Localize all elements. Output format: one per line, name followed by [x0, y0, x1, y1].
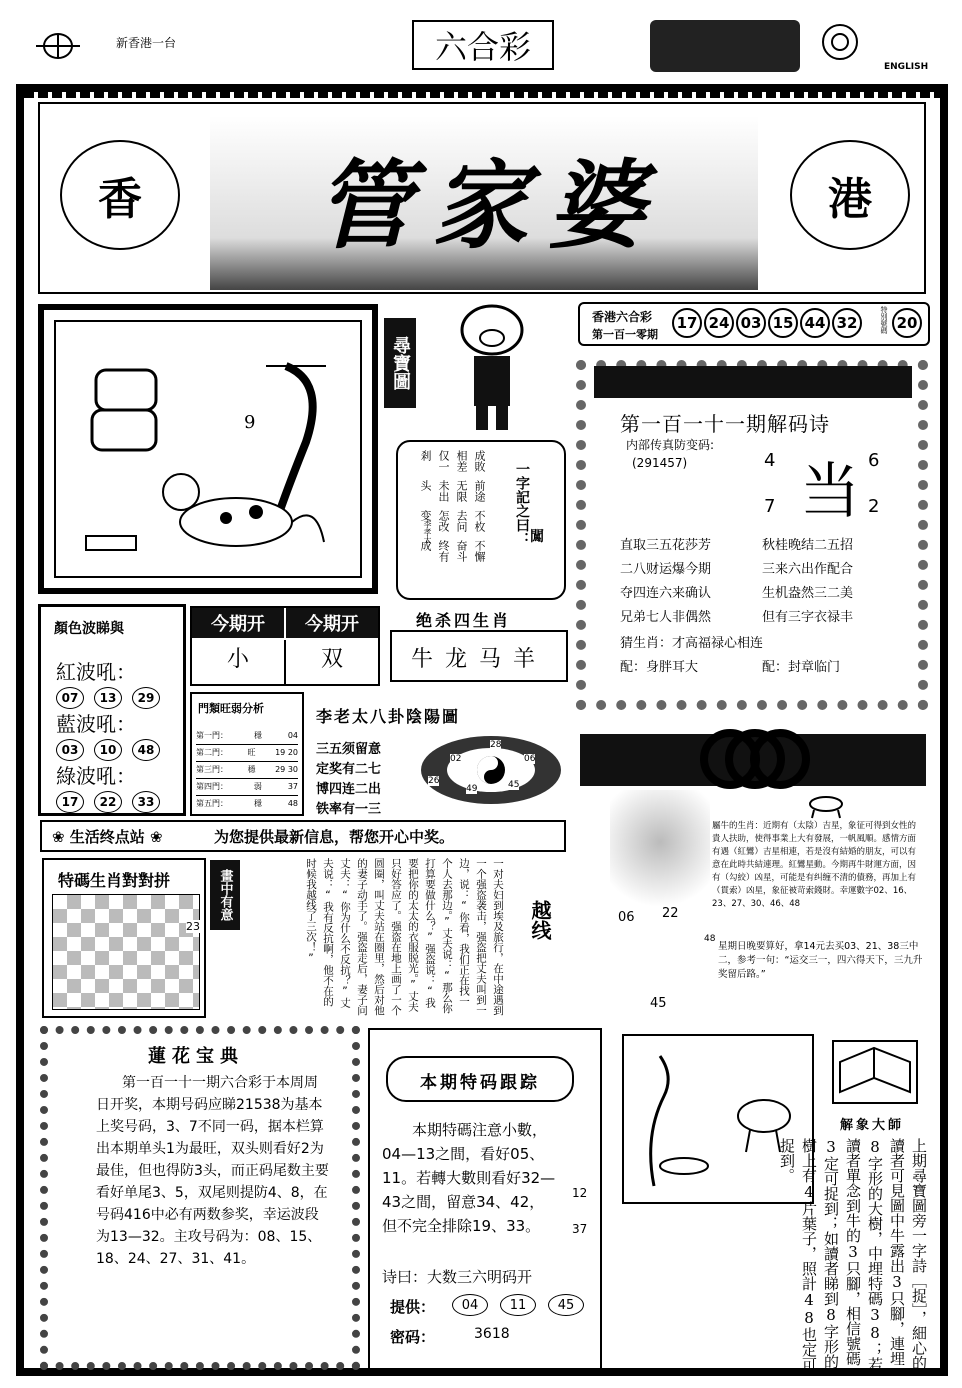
- xunbao-label: 尋寶圖: [384, 318, 416, 408]
- pairs-title: 特碼生肖對對拼: [58, 871, 171, 890]
- poem-lines-left: [620, 534, 711, 630]
- menlei-num: 04: [287, 731, 298, 740]
- jinqi-header-2: 今期开: [286, 608, 378, 638]
- menlei-name: 第五門：: [196, 799, 228, 808]
- result-ball: 44: [800, 308, 830, 338]
- menlei-name: 第一門：: [196, 731, 228, 740]
- results-issue: 第一百一零期: [592, 328, 658, 341]
- bagua-diagram: [416, 732, 566, 808]
- masthead-title: 管家婆: [316, 149, 664, 262]
- ox-icon: [802, 790, 852, 820]
- tuma-num: 06: [618, 910, 635, 925]
- life-title: ❀ 生活终点站 ❀: [52, 828, 163, 846]
- poem-pei-right: 配：封章临门: [762, 660, 841, 675]
- scroll-title: 一字記之曰：: [514, 462, 530, 546]
- jueshao-title: 绝杀四生肖: [416, 611, 512, 630]
- special-label: 特別號碼: [880, 306, 888, 334]
- lianhua-title: 蓮花宝典: [148, 1046, 244, 1067]
- poem-guess: 猜生肖：才高福禄心相连: [620, 636, 764, 651]
- poem-line: 夺四连六来确认: [620, 586, 712, 601]
- poem-line: 直取三五花莎芳: [620, 538, 712, 553]
- story-text: 一对夫妇到埃及旅行，在中途遇到一个强盗袭击，强盗把丈夫叫到一边，说：“你看，我们正在找一个人去那边。”丈夫说：“那么你打算要做什么？”强盗说：“我要把你的太太的衣服脱光。”丈夫只好答应了。强盗在地上画了一个圆圈，叫丈夫站在圈里，然后对他的妻子动手了。强盗走后，妻子问丈夫：“你为什么不反抗？”丈夫说：“我有反抗啊，他不在的时候我越线了三次！”: [305, 858, 504, 1016]
- menlei-state: 穩: [247, 765, 256, 774]
- tuma-num: 48: [704, 934, 716, 944]
- scroll-sign: 李孝太: [423, 520, 432, 544]
- results-numbers: [672, 308, 862, 338]
- mima-value: 3618: [474, 1326, 510, 1342]
- color-ball: 48: [132, 739, 160, 761]
- color-ball: 33: [132, 791, 160, 813]
- bagua-num: 49: [466, 784, 478, 794]
- poem-banner: [594, 366, 912, 398]
- pairs-num: 23: [186, 920, 200, 933]
- menlei-state: 穩: [253, 799, 262, 808]
- masthead-left-badge: [60, 140, 180, 250]
- tuma-text1: 屬牛的生肖：近期有（太陰）吉星，象征可得到女性的貴人扶助，使得事業上大有發展，一帆風順。感情方面有遇（紅鸞）吉星相連，若是沒有結婚的朋友，可以有意在此時共結連理。紅鸞星動。今期再牛財運方面，因有（勾絞）凶星，可能是有纠缠不清的債務，再加上有（貫索）凶星，象征被苛索錢財。幸運數字02、16、23、27、30、46、48: [712, 821, 917, 909]
- badge-xiang: 香: [98, 174, 142, 225]
- xunbao-number-9: 9: [244, 412, 256, 433]
- poem-corner-num: 2: [868, 496, 880, 517]
- genzong-text: 本期特碼注意小數，04—13之間，看好05、11。若轉大數則看好32—43之間，留意34、42，但不完全排除19、33。: [382, 1121, 556, 1235]
- jinqi-header-1: 今期开: [192, 608, 284, 638]
- poem-corner-num: 7: [764, 496, 776, 517]
- poem-corner-num: 6: [868, 450, 880, 471]
- poem-lines-right: [762, 534, 853, 630]
- color-ball: 03: [56, 739, 84, 761]
- scroll-line: 前途无限未出头: [419, 480, 486, 502]
- bagua-line: 博四连二出: [316, 782, 382, 797]
- scroll-line: 成敗相差仅一剎: [419, 450, 486, 472]
- genzong-side-num: 37: [572, 1222, 588, 1236]
- horse-banner-image: [650, 20, 800, 72]
- story-tag: 畫中有意: [210, 860, 240, 930]
- result-ball: 17: [672, 308, 702, 338]
- badge-gang: 港: [828, 174, 872, 225]
- book-icon: [832, 1040, 918, 1104]
- life-subtitle: 为您提供最新信息，帮您开心中奖。: [214, 828, 455, 846]
- genzong-side-num: 12: [572, 1186, 588, 1200]
- result-ball: 15: [768, 308, 798, 338]
- bagua-num: 26: [428, 776, 440, 786]
- xunbao-picture: [54, 320, 362, 578]
- menlei-name: 第四門：: [196, 782, 228, 791]
- poem-sub-label: 内部传真防变码:: [626, 438, 715, 452]
- logo-text: ENGLISH: [884, 62, 929, 72]
- lianhua-text: 第一百一十一期六合彩于本周周日开奖，本期号码应睇21538为基本上奖号码，3、7不同一码，据本栏算出本期单头1为最旺，双头则看好2为最佳，但也得防3头，而正码尾数主要看好单尾3、5，双尾则提防4、8，在号码416中必有两数参奖，幸运波段为13—32。主攻号码为：08、15、18、24、27、31、41。: [96, 1075, 329, 1267]
- bagua-num: 06: [524, 754, 536, 764]
- pairs-grid: [52, 894, 200, 1010]
- special-ball: 20: [892, 308, 922, 338]
- results-label: 香港六合彩: [592, 310, 653, 324]
- masthead-right-badge: [790, 140, 910, 250]
- poem-title: 第一百一十一期解码诗: [620, 412, 830, 436]
- jiexiang-text: 上期尋寶圖旁一字詩［捉］，細心的讀者可見圖中牛露出3只腳，連埋8字形的大樹，中埋特碼38；若讀者單念到牛的3只腳，相信號碼3定可捉到；如讀者睇到8字形的樹上有4片葉子，照計48也定可捉到。: [778, 1138, 928, 1372]
- bagua-num: 02: [450, 754, 462, 764]
- pig-mascot-image: [446, 300, 538, 436]
- color-ball: 22: [94, 791, 122, 813]
- rings-icon: [700, 718, 810, 800]
- menlei-state: 穩: [253, 731, 262, 740]
- genzong-title: 本期特码跟踪: [420, 1073, 540, 1093]
- genzong-poem: 诗曰：大数三六明码开: [382, 1268, 533, 1286]
- globe-icon: [28, 28, 88, 64]
- menlei-num: 29 30: [275, 765, 298, 774]
- bagua-line: 定奖有二七: [316, 762, 382, 777]
- tigong-label: 提供：: [390, 1298, 436, 1316]
- frame-pattern-top: [24, 92, 940, 98]
- tigong-ball: 04: [452, 1294, 488, 1316]
- woman-portrait-image: [610, 790, 710, 920]
- poem-char: 当: [800, 457, 860, 527]
- header-title-box: [412, 20, 554, 70]
- tigong-ball: 45: [548, 1294, 584, 1316]
- tigong-nums: [452, 1294, 584, 1316]
- menlei-title: 門類旺弱分析: [198, 702, 264, 715]
- menlei-state: 弱: [253, 782, 262, 791]
- bagua-num: 45: [508, 780, 520, 790]
- tuma-num: 45: [650, 996, 667, 1011]
- scroll-word: 闖: [530, 529, 544, 545]
- result-ball: 24: [704, 308, 734, 338]
- mima-label: 密码：: [390, 1328, 436, 1346]
- scroll-poem: [416, 450, 488, 570]
- bagua-line: 铁率有一三: [316, 802, 382, 817]
- color-ball: 13: [94, 687, 122, 709]
- poem-code: (291457): [632, 456, 688, 470]
- bagua-lines: [316, 740, 381, 820]
- color-row-label: 綠波吼：: [56, 764, 136, 788]
- jinqi-divider: [284, 640, 286, 684]
- tuma-num: 22: [662, 906, 679, 921]
- menlei-num: 48: [287, 799, 298, 808]
- color-ball: 07: [56, 687, 84, 709]
- logo-icon: [820, 22, 860, 62]
- menlei-name: 第三門：: [196, 765, 228, 774]
- scroll-line: 不懈奋斗终有成: [419, 540, 486, 562]
- header-small-text: 新香港一台: [116, 36, 177, 50]
- color-row-label: 藍波吼：: [56, 712, 136, 736]
- jinqi-value-1: 小: [226, 647, 249, 672]
- color-row-label: 紅波吼：: [56, 660, 136, 684]
- color-ball: 29: [132, 687, 160, 709]
- jiexiang-title: 解象大師: [840, 1118, 905, 1133]
- menlei-num: 19 20: [275, 748, 298, 757]
- bagua-title: 李老太八卦陰陽圖: [316, 707, 461, 726]
- color-ball: 17: [56, 791, 84, 813]
- bagua-line: 三五须留意: [316, 742, 382, 757]
- poem-line: 二八财运爆今期: [620, 562, 712, 577]
- jueshao-animals: 牛龙马羊: [410, 647, 547, 672]
- poem-pei-left: 配：身胖耳大: [620, 660, 699, 675]
- poem-line: 但有三字衣禄丰: [762, 610, 854, 625]
- poem-line: 三来六出作配合: [762, 562, 854, 577]
- poem-corner-num: 4: [764, 450, 776, 471]
- poem-line: 生机盎然三二美: [762, 586, 854, 601]
- life-title-text: 生活终点站: [69, 828, 145, 846]
- header-title: 六合彩: [434, 28, 531, 66]
- poem-line: 兄弟七人非偶然: [620, 610, 712, 625]
- poem-line: 秋桂晚结二五招: [762, 538, 854, 553]
- jinqi-value-2: 双: [320, 647, 343, 672]
- tuma-text2: 星期日晚要算好，拿14元去买03、21、38三中二，参考一句：“运交三一，四六得天下，三九升奖留后路。”: [718, 941, 923, 980]
- bagua-num: 28: [490, 740, 502, 750]
- menlei-rows: [196, 728, 298, 812]
- result-ball: 03: [736, 308, 766, 338]
- menlei-num: 37: [287, 782, 298, 791]
- tigong-ball: 11: [500, 1294, 536, 1316]
- result-ball: 32: [832, 308, 862, 338]
- menlei-name: 第二門：: [196, 748, 228, 757]
- color-title: 顏色波睇與: [54, 621, 124, 637]
- color-rows: [56, 656, 180, 812]
- color-ball: 10: [94, 739, 122, 761]
- menlei-state: 旺: [247, 748, 256, 757]
- scroll-line: 不枚去问怎改变: [419, 510, 486, 532]
- story-side: 越线: [528, 900, 552, 940]
